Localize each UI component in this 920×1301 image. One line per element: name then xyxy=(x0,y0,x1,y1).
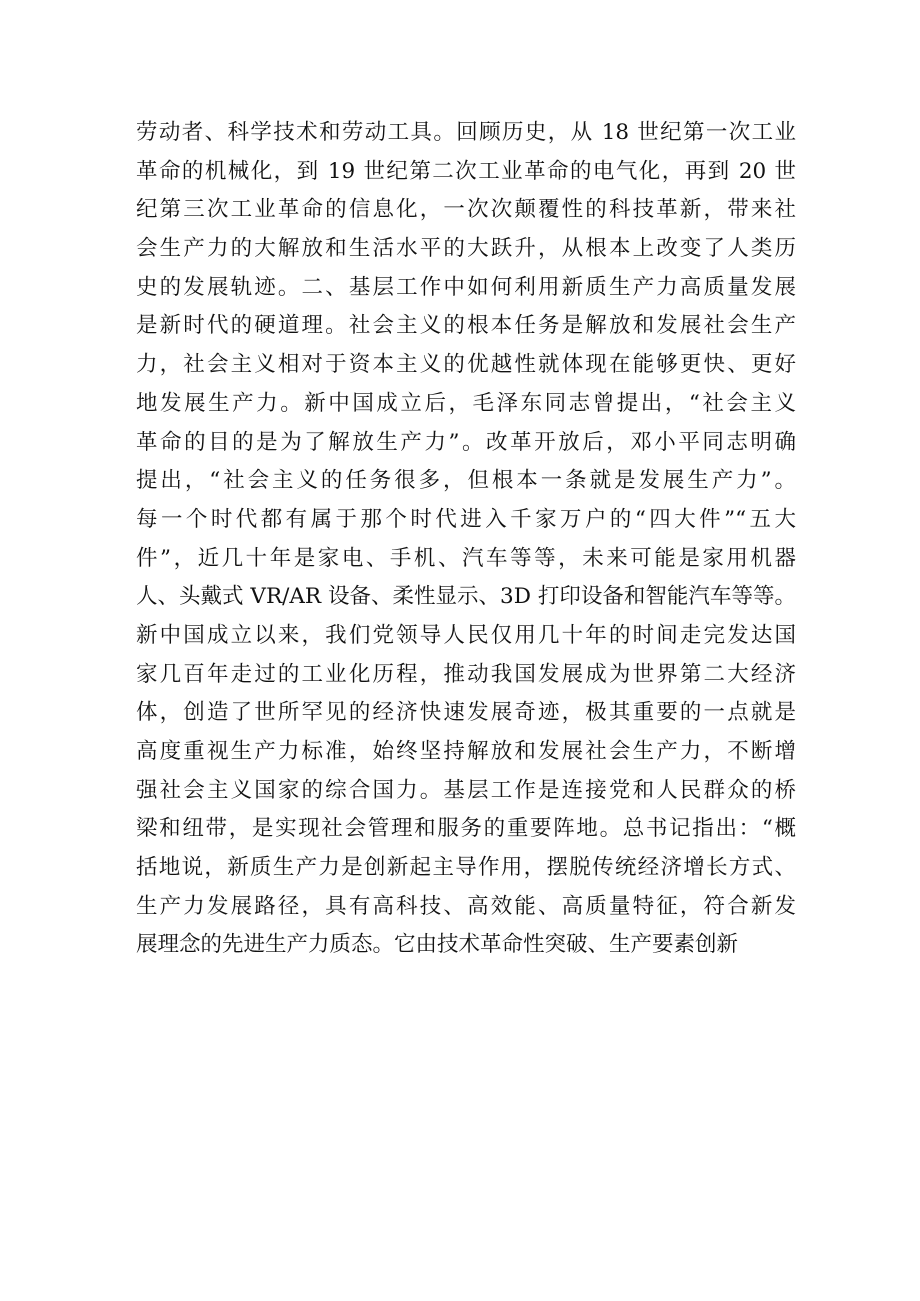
text-line-22: 展理念的先进生产力质态。它由技术革命性突破、生产要素创新 xyxy=(136,932,739,958)
text-line-4: 会生产力的大解放和生活水平的大跃升，从根本上改变了人类历 xyxy=(136,236,796,262)
text-line-12: 件”，近几十年是家电、手机、汽车等等，未来可能是家用机器 xyxy=(136,545,796,571)
text-line-16: 体，创造了世所罕见的经济快速发展奇迹，极其重要的一点就是 xyxy=(136,700,796,726)
text-line-13: 人、头戴式 VR/AR 设备、柔性显示、3D 打印设备和智能汽车等等。 xyxy=(136,584,796,610)
text-line-7: 力，社会主义相对于资本主义的优越性就体现在能够更快、更好 xyxy=(136,352,796,378)
text-line-9: 革命的目的是为了解放生产力”。改革开放后，邓小平同志明确 xyxy=(136,429,796,455)
text-line-11: 每一个时代都有属于那个时代进入千家万户的“四大件”“五大 xyxy=(136,506,796,532)
text-line-15: 家几百年走过的工业化历程，推动我国发展成为世界第二大经济 xyxy=(136,661,796,687)
text-line-20: 括地说，新质生产力是创新起主导作用，摆脱传统经济增长方式、 xyxy=(136,855,796,881)
text-line-3: 纪第三次工业革命的信息化，一次次颠覆性的科技革新，带来社 xyxy=(136,197,796,223)
text-line-2: 革命的机械化，到 19 世纪第二次工业革命的电气化，再到 20 世 xyxy=(136,158,796,184)
body-text xyxy=(136,114,796,965)
text-line-18: 强社会主义国家的综合国力。基层工作是连接党和人民群众的桥 xyxy=(136,777,796,803)
text-line-21: 生产力发展路径，具有高科技、高效能、高质量特征，符合新发 xyxy=(136,893,796,919)
text-line-5: 史的发展轨迹。二、基层工作中如何利用新质生产力高质量发展 xyxy=(136,274,796,300)
text-line-8: 地发展生产力。新中国成立后，毛泽东同志曾提出，“社会主义 xyxy=(136,390,796,416)
text-line-1: 劳动者、科学技术和劳动工具。回顾历史，从 18 世纪第一次工业 xyxy=(136,120,796,145)
text-line-19: 梁和纽带，是实现社会管理和服务的重要阵地。总书记指出：“概 xyxy=(136,816,796,842)
text-line-10: 提出，“社会主义的任务很多，但根本一条就是发展生产力”。 xyxy=(136,468,796,494)
text-line-6: 是新时代的硬道理。社会主义的根本任务是解放和发展社会生产 xyxy=(136,313,796,339)
text-line-14: 新中国成立以来，我们党领导人民仅用几十年的时间走完发达国 xyxy=(136,622,796,648)
text-line-17: 高度重视生产力标准，始终坚持解放和发展社会生产力，不断增 xyxy=(136,739,796,764)
